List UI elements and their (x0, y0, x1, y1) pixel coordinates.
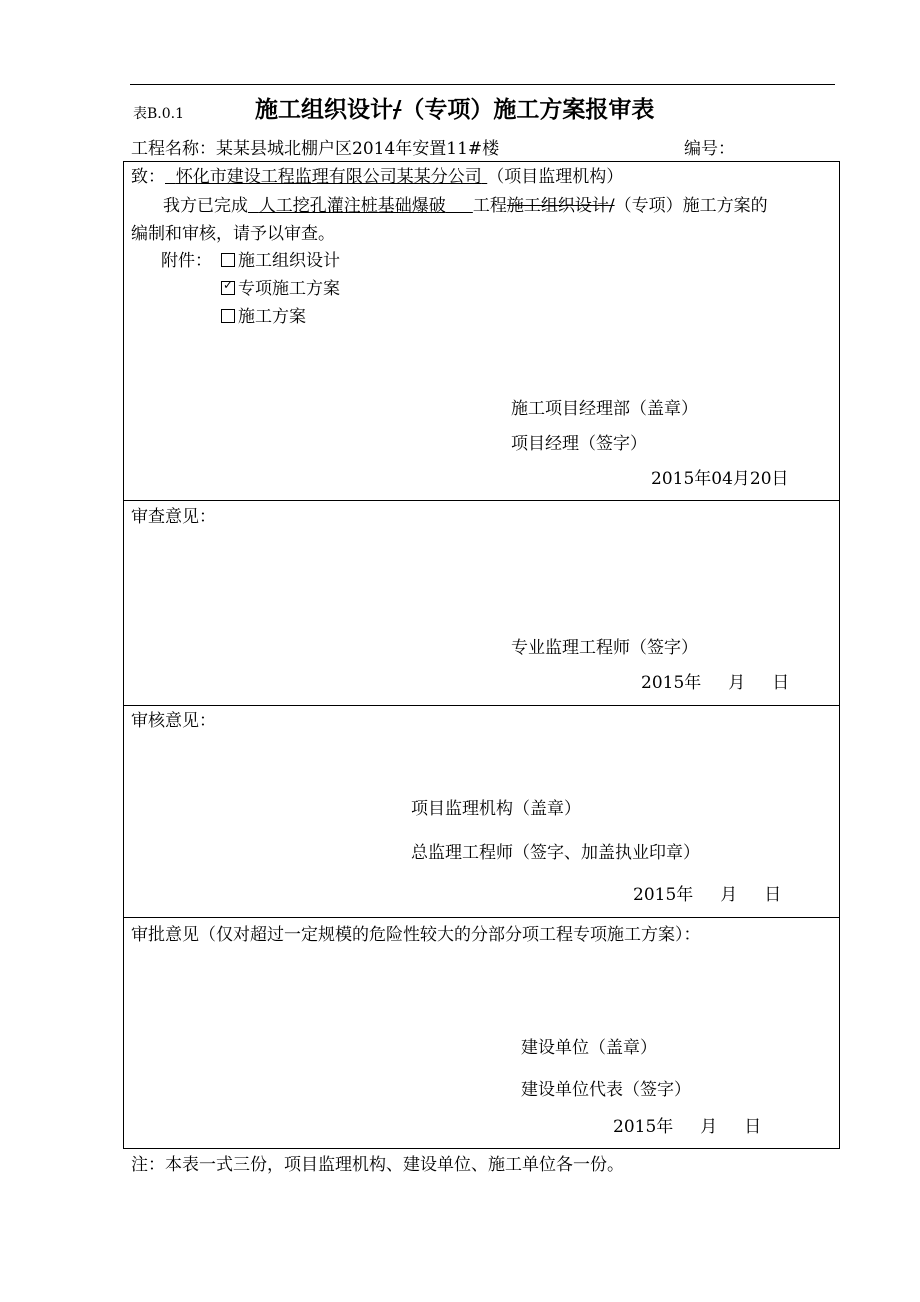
org-stamp-label: 项目监理机构（盖章） (411, 799, 581, 819)
struck-option: 施工组织设计/ (506, 196, 615, 216)
engineer-sign-label: 专业监理工程师（签字） (511, 638, 698, 658)
approval-date: 2015年 月 日 (613, 1117, 762, 1137)
rep-sign-label: 建设单位代表（签字） (521, 1080, 691, 1100)
divider-review (123, 500, 840, 501)
divider-audit (123, 705, 840, 706)
title-part1: 施工组织设计 (255, 96, 393, 123)
audit-heading: 审核意见： (131, 711, 216, 731)
approval-heading: 审批意见（仅对超过一定规模的危险性较大的分部分项工程专项施工方案）： (131, 925, 701, 945)
review-date: 2015年 月 日 (641, 673, 790, 693)
attachment-item: 施工方案 (221, 307, 306, 327)
title-part2: （专项）施工方案报审表 (401, 96, 655, 123)
to-org-suffix: （项目监理机构） (487, 167, 624, 187)
attachment-label: 附件： (161, 251, 212, 271)
statement-line2: 编制和审核，请予以审查。 (131, 224, 335, 244)
audit-date: 2015年 月 日 (633, 885, 782, 905)
to-label: 致： (131, 167, 165, 187)
unit-stamp-label: 建设单位（盖章） (521, 1038, 657, 1058)
to-line (131, 167, 623, 187)
chief-sign-label: 总监理工程师（签字、加盖执业印章） (411, 843, 700, 863)
page-title (255, 96, 654, 124)
number-label: 编号： (684, 139, 735, 159)
top-rule (130, 84, 835, 85)
attachment-item: ✓专项施工方案 (221, 279, 340, 299)
checkbox-unchecked[interactable] (221, 309, 235, 323)
submission-date: 2015年04月20日 (651, 469, 789, 489)
attachment-item: 施工组织设计 (221, 251, 340, 271)
project-name: 某某县城北棚户区2014年安置11#楼 (216, 139, 500, 159)
to-organization: 怀化市建设工程监理有限公司某某分公司 (175, 167, 482, 187)
footer-note: 注：本表一式三份，项目监理机构、建设单位、施工单位各一份。 (131, 1155, 624, 1175)
project-label: 工程名称： (131, 139, 216, 159)
checkbox-unchecked[interactable] (221, 253, 235, 267)
dept-stamp-label: 施工项目经理部（盖章） (511, 399, 698, 419)
manager-sign-label: 项目经理（签字） (511, 434, 647, 454)
statement-line1: 我方已完成 人工挖孔灌注桩基础爆破 工程施工组织设计/（专项）施工方案的 (163, 196, 768, 216)
checkbox-checked[interactable] (221, 281, 235, 295)
divider-approval (123, 917, 840, 918)
review-heading: 审查意见： (131, 507, 216, 527)
project-work: 人工挖孔灌注桩基础爆破 (258, 196, 446, 216)
form-code: 表B.0.1 (133, 106, 185, 122)
title-strike: / (393, 96, 402, 123)
project-name-row (131, 139, 499, 159)
